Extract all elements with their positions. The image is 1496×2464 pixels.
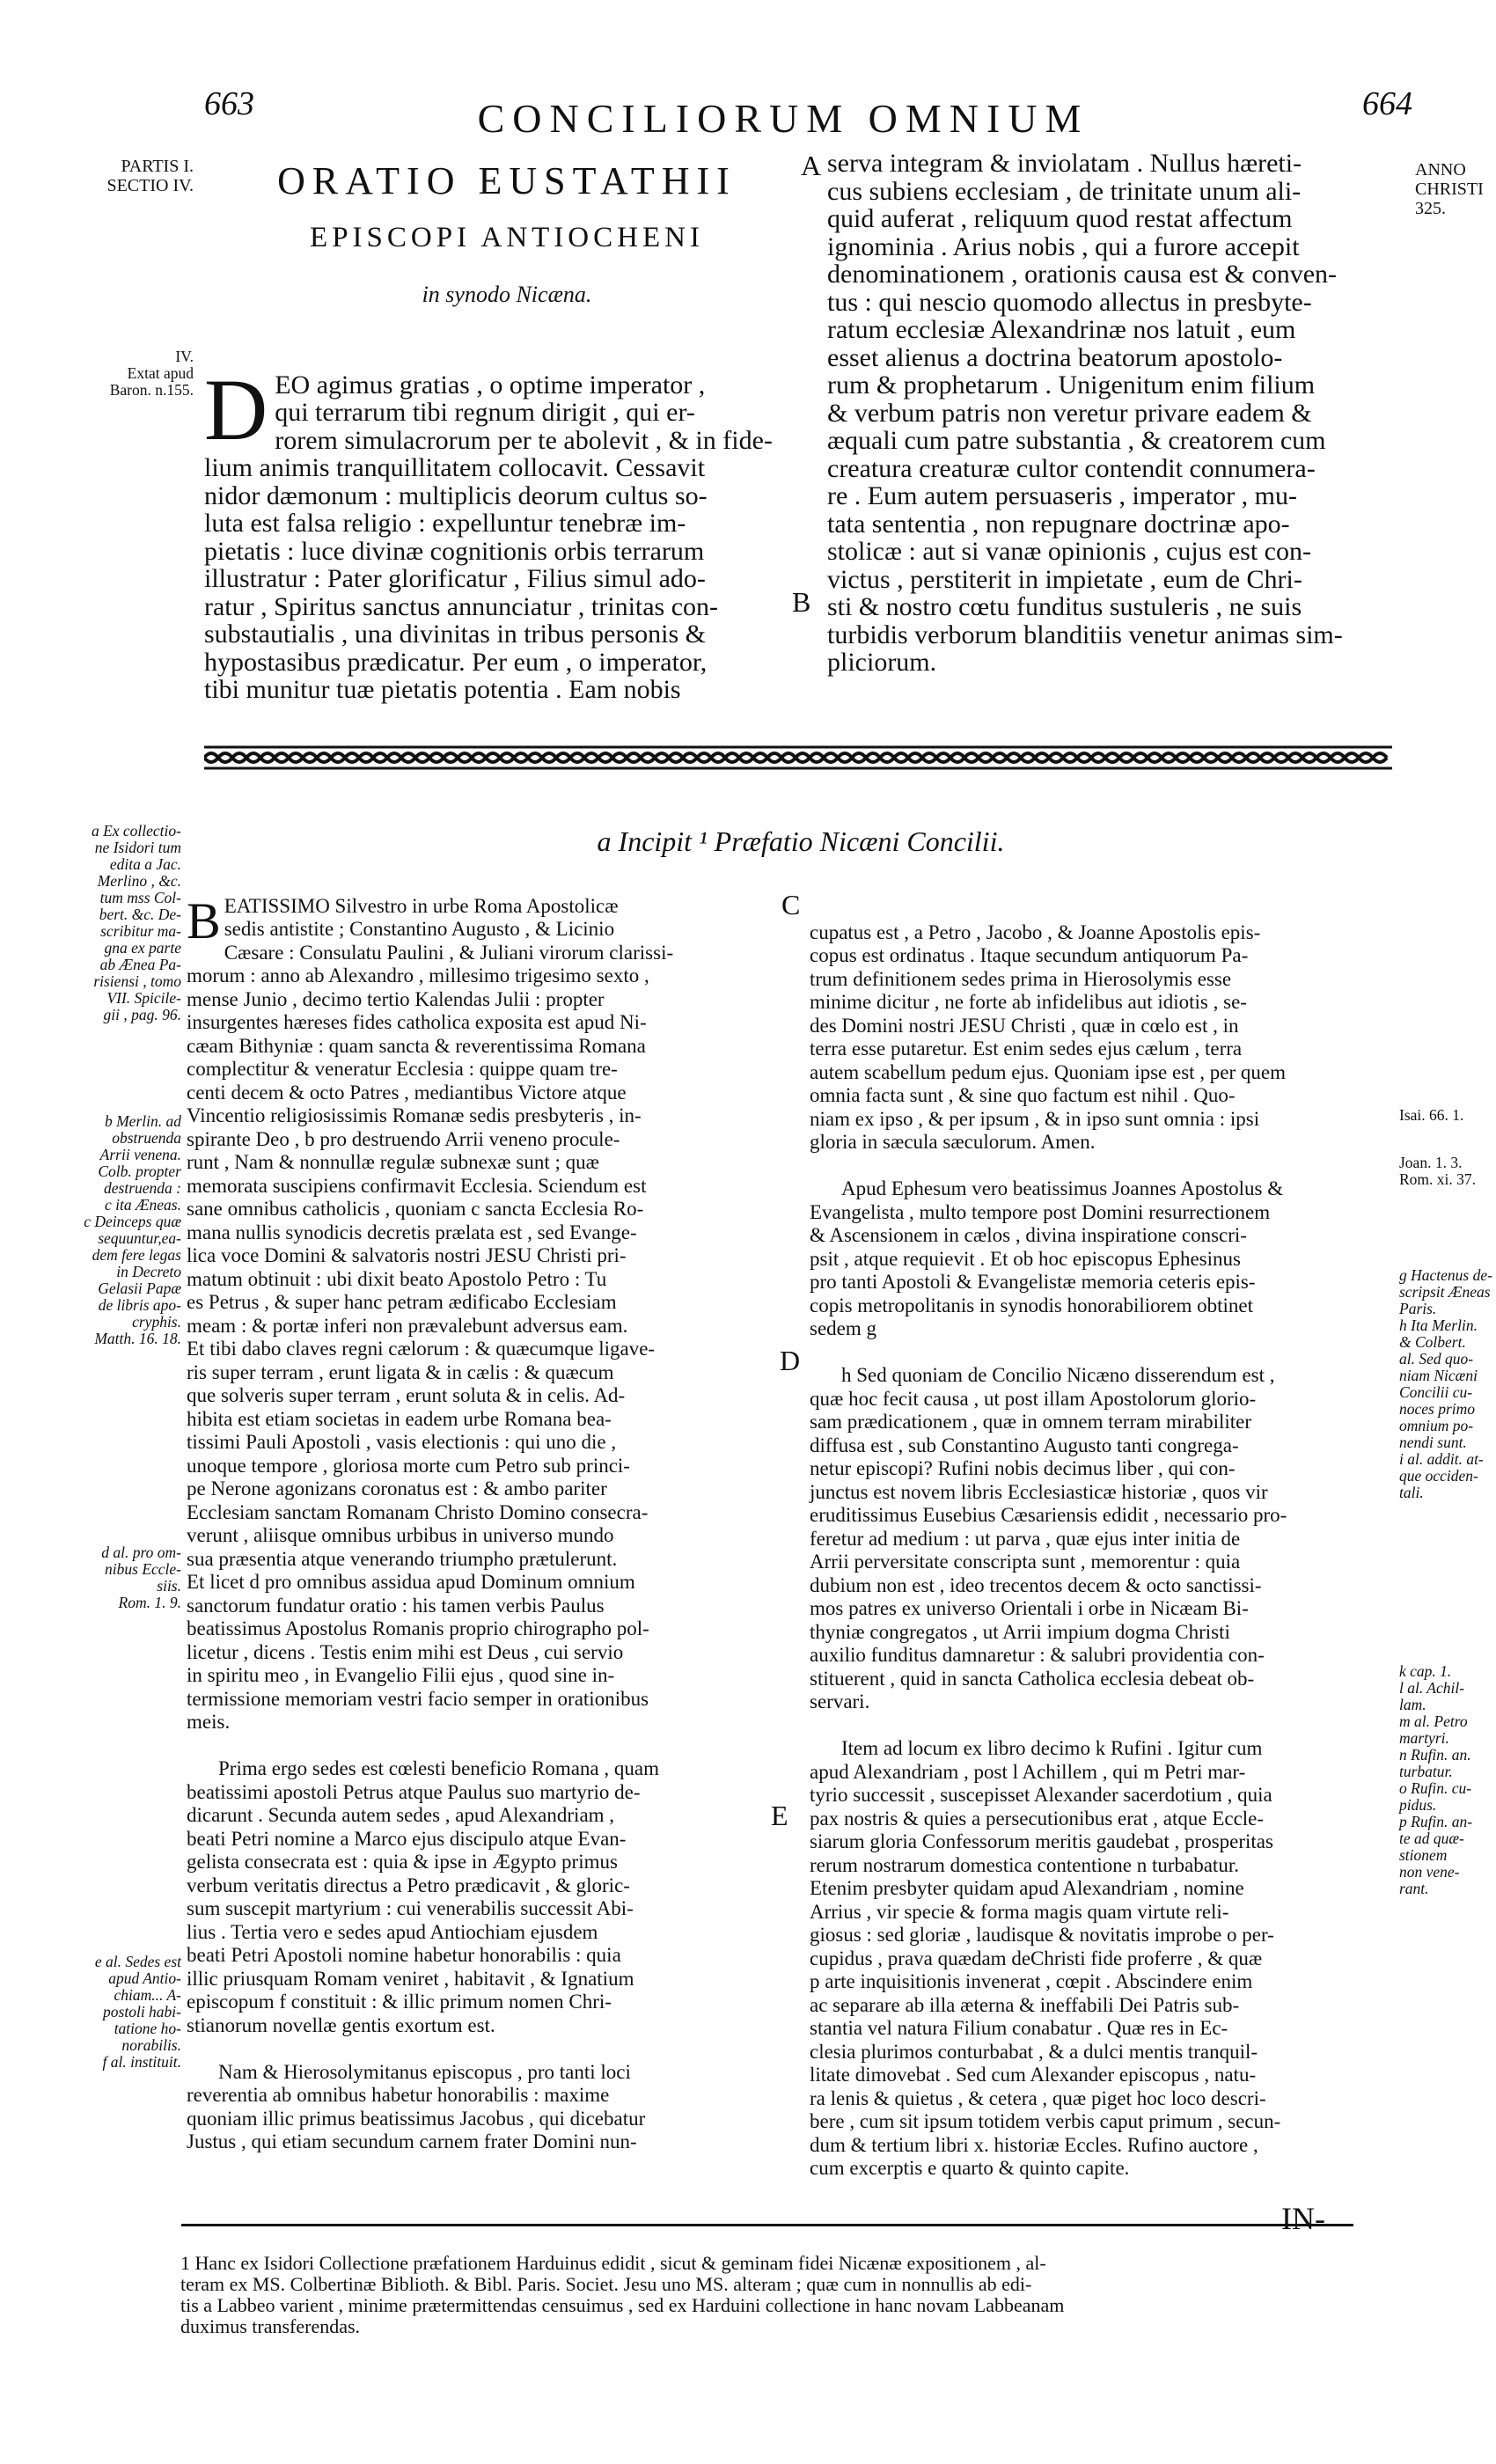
paragraph: Apud Ephesum vero beatissimus Joannes Apostolus & Evangelista , multo tempore post Domini resurrectionem & Ascensionem in cælos , divina inspiratione conscri- psit , atque requievit . Et ob hoc episcopus Ephesinus pro tanti Apostoli & Evangelistæ memoria ceteris epis- copis metropolitanis in synodis honorabiliorem obtinet sedem g xyxy=(810,1177,1284,1339)
paragraph: cupatus est , a Petro , Jacobo , & Joanne Apostolis epis- copus est ordinatus . Itaque secundum antiquorum Pa- trum definitionem sedes prima in Hierosolymis esse minime dicitur , ne forte ab infidelibus aut idiotis , se- des Domini nostri JESU Christi , quæ in cœlo est , in terra esse putaretur. Est enim sedes ejus cælum , terra autem scabellum pedum ejus. Quoniam ipse est , per quem omnia facta sunt , & sine quo factum est nihil . Quo- niam ex ipso , & per ipsum , & in ipso sunt omnia : ipsi gloria in sæcula sæculorum. Amen. xyxy=(810,920,1287,1153)
oration-column-right: serva integram & inviolatam . Nullus hæreti- cus subiens ecclesiam , de trinitate unum ali- quid auferat , reliquum quod restat affectum ignominia . Arius nobis , qui a furore accepit denominationem , orationis causa est & conven- tus : qui nescio quomodo allectus in presbyte- ratum ecclesiæ Alexandrinæ nos latuit , eum esset alienus a doctrina beatorum apostolo- rum & prophetarum . Unigenitum enim filium & verbum patris non veretur privare eadem & æquali cum patre substantia , & creatorem cum creatura creaturæ cultor contendit connumera- re . Eum autem persuaseris , imperator , mu- tata sententia , non repugnare doctrinæ apo- stolicæ : aut si vanæ opinionis , cujus est con- victus , perstiterit in impietate , eum de Chri- sti & nostro cœtu funditus sustuleris , ne suis turbidis verborum blanditiis venetur animas sim- pliciorum. xyxy=(827,149,1343,677)
drop-cap: D xyxy=(204,360,268,458)
running-head: CONCILIORUM OMNIUM xyxy=(477,96,1089,141)
ornamental-divider xyxy=(204,744,1392,771)
page-number-left: 663 xyxy=(204,85,254,122)
paragraph: Prima ergo sedes est cœlesti beneficio Romana , quam beatissimi apostoli Petrus atque Paulus suo martyrio de- dicarunt . Secunda autem sedes , apud Alexandriam , beati Petri nomine a Marco ejus discipulo atque Evan- gelista consecrata est : quia & ipse in Ægypto primus verbum veritatis directus a Petro prædicavit , & gloric- sum suscepit martyrium : cui venerabilis successit Abi- lius . Tertia vero e sedes apud Antiochiam ejusdem beati Petri Apostoli nomine habetur honorabilis : quia illic priusquam Romam veniret , habitavit , & Ignatium episcopum f constituit : & illic primum nomen Chri- stianorum novellæ gentis exortum est. xyxy=(187,1757,659,2036)
margin-note-e: e al. Sedes est apud Antio- chiam... A- postoli habi- tatione ho- norabilis. f al. instituit. xyxy=(94,1953,181,2071)
margin-note-d: d al. pro om- nibus Eccle- siis. Rom. 1. 9. xyxy=(101,1544,181,1611)
praefatio-heading: a Incipit ¹ Præfatio Nicæni Concilii. xyxy=(597,825,1005,857)
section-letter-e: E xyxy=(771,1800,788,1831)
section-label: PARTIS I. SECTIO IV. xyxy=(106,157,194,195)
oration-subtitle: EPISCOPI ANTIOCHENI xyxy=(310,222,704,253)
margin-note-a: a Ex collectio- ne Isidori tum edita a Jac. Merlino , &c. tum mss Col- bert. &c. De- scribitur ma- gna ex parte ab Ænea Pa- risiensi , tomo VII. Spicile- gii , pag. 96. xyxy=(91,822,181,1023)
paragraph: h Sed quoniam de Concilio Nicæno disserendum est , quæ hoc fecit causa , ut post illam Apostolorum glorio- sam prædicationem , quæ in omnem terram mirabiliter diffusa est , sub Constantino Augusto tanti congrega- netur episcopi? Rufini nobis decimus liber , qui con- junctus est novem libris Ecclesiasticæ historiæ , quos vir eruditissimus Eusebius Cæsariensis edidit , necessario pro- feretur ad medium : ut parva , quæ ejus inter initia de Arrii perversitate conscripta sunt , memorentur : quia dubium non est , ideo trecentos decem & octo sanctissi- mos patres ex universo Orientali i orbe in Nicæam Bi- thyniæ congregatos , ut Arrii impium dogma Christi auxilio funditus damnaretur : & salubri providentia con- stituerent , quid in sancta Catholica ecclesia debeat ob- servari. xyxy=(810,1364,1287,1712)
paragraph: Nam & Hierosolymitanus episcopus , pro tanti loci reverentia ab omnibus habetur honorabilis : maxime quoniam illic primus beatissimus Jacobus , qui dicebatur Justus , qui etiam secundum carnem frater Domini nun- xyxy=(187,2060,646,2152)
oration-text-left: EO agimus gratias , o optime imperator , qui terrarum tibi regnum dirigit , qui er- rorem simulacrorum per te abolevit , & in fide- lium animis tranquillitatem collocavit. Cessavit nidor dæmonum : multiplicis deorum cultus so- luta est falsa religio : expelluntur tenebræ im- pietatis : luce divinæ cognitionis orbis terrarum illustratur : Pater glorificatur , Filius simul ado- ratur , Spiritus sanctus annunciatur , trinitas con- substautialis , una divinitas in tribus personis & hypostasibus prædicatur. Per eum , o imperator, tibi munitur tuæ pietatis potentia . Eam nobis xyxy=(204,370,773,704)
margin-note-b: b Merlin. ad obstruenda Arrii venena. Colb. propter destruenda : c ita Æneas. c Deinceps quæ sequuntur,ea- dem fere legas in Decreto Gelasii Papæ de libris apo- cryphis. Matth. 16. 18. xyxy=(84,1112,181,1347)
margin-note-k: k cap. 1. l al. Achil- lam. m al. Petro martyri. n Rufin. an. turbatur. o Rufin. cu- pidus. p Rufin. an- te ad quæ- stionem non vene- rant. xyxy=(1399,1662,1473,1897)
oration-title: ORATIO EUSTATHII xyxy=(277,159,737,202)
drop-cap-b: B xyxy=(187,891,221,950)
margin-note-joan: Joan. 1. 3. Rom. xi. 37. xyxy=(1399,1154,1477,1188)
praefatio-column-left xyxy=(187,871,773,2177)
section-letter-d: D xyxy=(780,1345,801,1376)
section-letter-a: A xyxy=(801,150,822,181)
paragraph: BEATISSIMO Silvestro in urbe Roma Apostolicæ sedis antistite ; Constantino Augusto , & Licinio Cæsare : Consulatu Paulini , & Juliani virorum clarissi- morum : anno ab Alexandro , millesimo trigesimo sexto , mense Junio , decimo tertio Kalendas Julii : propter insurgentes hæreses fides catholica exposita est apud Ni- cæam Bithyniæ : quam sancta & reverentissima Romana complectitur & veneratur Ecclesia : quippe quam tre- centi decem & octo Patres , mediantibus Victore atque Vincentio religiosissimis Romanæ sedis presbyteris , in- spirante Deo , b pro destruendo Arrii veneno procule- runt , Nam & nonnullæ regulæ subnexæ sunt ; quæ memorata suscipiens confirmavit Ecclesia. Sciendum est sane omnibus catholicis , quoniam c sancta Ecclesia Ro- mana nullis synodicis decretis prælata est , sed Evange- lica voce Domini & salvatoris nostri JESU Christi pri- matum obtinuit : ubi dixit beato Apostolo Petro : Tu es Petrus , & super hanc petram ædificabo Ecclesiam meam : & portæ inferi non prævalebunt adversus eam. Et tibi dabo claves regni cælorum : & quæcumque ligave- ris super terram , erunt ligata & in cælis : & quæcum que solveris super terram , erunt soluta & in celis. Ad- hibita est etiam societas in eadem urbe Romana bea- tissimi Pauli Apostoli , vasis electionis : qui uno die , unoque tempore , gloriosa morte cum Petro sub princi- pe Nerone agonizans coronatus est : & ambo pariter Ecclesiam sanctam Romanam Christo Domino consecra- verunt , aliisque omnibus urbibus in universo mundo sua præsentia atque venerando triumpho prætulerunt. Et licet d pro omnibus assidua apud Dominum omnium sanctorum fundatur oratio : his tamen verbis Paulus beatissimus Apostolus Romanis proprio chirographo pol- licetur , dicens . Testis enim mihi est Deus , cui servio in spiritu meo , in Evangelio Filii ejus , quod sine in- termissione memoriam vestri facio semper in orationibus meis. xyxy=(187,891,674,1733)
margin-note-g: g Hactenus de- scripsit Æneas Paris. h Ita Merlin. & Colbert. al. Sed quo- niam Nicæni Concilii cu- noces primo omnium po- nendi sunt. i al. addit. at- que occiden- tali. xyxy=(1399,1266,1492,1501)
oration-subtitle-italic: in synodo Nicæna. xyxy=(422,282,592,307)
page-number-right: 664 xyxy=(1362,85,1412,122)
oration-column-left xyxy=(204,343,785,704)
year-label: ANNO CHRISTI 325. xyxy=(1415,160,1484,218)
praefatio-column-right xyxy=(810,898,1394,2204)
margin-ref-baronius: IV. Extat apud Baron. n.155. xyxy=(109,348,194,399)
section-letter-c: C xyxy=(781,889,801,920)
section-letter-b: B xyxy=(792,586,811,618)
footnote: 1 Hanc ex Isidori Collectione præfationem Harduinus edidit , sicut & geminam fidei Nicænæ expositionem , al- teram ex MS. Colbertinæ Biblioth. & Bibl. Paris. Societ. Jesu uno MS. alteram ; quæ cum in nonnullis ab edi- tis a Labbeo varient , minime prætermittendas censuimus , sed ex Harduini collectione in hanc novam Labbeanam duximus transferendas. xyxy=(180,2252,1065,2337)
paragraph: Item ad locum ex libro decimo k Rufini . Igitur cum apud Alexandriam , post l Achillem , qui m Petri mar- tyrio successit , suscepisset Alexander sacerdotium , quia pax nostris & quies a persecutionibus erat , atque Eccle- siarum gloria Confessorum meritis gaudebat , prosperitas rerum nostrarum domestica contentione n turbabatur. Etenim presbyter quidam apud Alexandriam , nomine Arrius , vir specie & forma magis quam virtute reli- giosus : sed gloriæ , laudisque & novitatis improbe o per- cupidus , prava quædam deChristi fide proferre , & quæ p arte inquisitionis invenerat , cœpit . Abscindere enim ac separare ab illa æterna & ineffabili Dei Patris sub- stantia vel natura Filium conabatur . Quæ res in Ec- clesia plurimos conturbabat , & a dulci mentis tranquil- litate dimovebat . Sed cum Alexander episcopus , natu- ra lenis & quietus , & cetera , quæ piget hoc loco descri- bere , cum sit ipsum totidem verbis caput primum , secun- dum & tertium libri x. historiæ Eccles. Rufino auctore , cum excerptis e quarto & quinto capite. xyxy=(810,1737,1281,2179)
margin-note-isai: Isai. 66. 1. xyxy=(1399,1106,1464,1124)
catchword: IN- xyxy=(1281,2201,1325,2236)
footnote-rule xyxy=(181,2224,1353,2226)
